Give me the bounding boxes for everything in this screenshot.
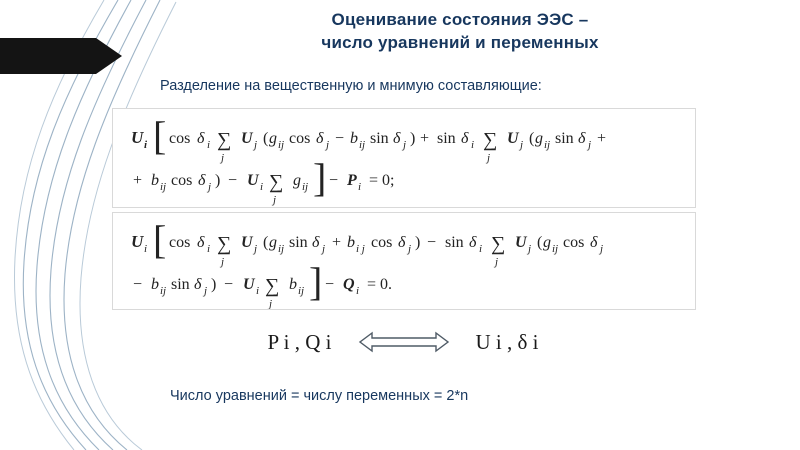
svg-text:−: − (325, 276, 335, 293)
svg-text:j: j (221, 256, 225, 268)
svg-text:j: j (520, 139, 524, 151)
svg-text:[: [ (153, 217, 167, 262)
svg-text:sin: sin (171, 276, 190, 293)
svg-text:−: − (427, 234, 437, 251)
svg-text:i: i (356, 285, 360, 297)
svg-text:U: U (243, 276, 255, 293)
formula-box-second-equation (112, 212, 696, 310)
svg-text:i: i (358, 181, 362, 193)
svg-text:i j: i j (356, 243, 365, 255)
svg-text:= 0;: = 0; (369, 172, 395, 189)
svg-text:cos: cos (169, 130, 191, 147)
svg-text:U: U (131, 232, 144, 251)
svg-text:ij: ij (160, 285, 167, 297)
svg-text:(: ( (263, 234, 269, 251)
svg-text:cos: cos (169, 234, 191, 251)
svg-text:b: b (347, 234, 355, 251)
svg-text:δ: δ (197, 234, 205, 251)
svg-text:ij: ij (298, 285, 305, 297)
svg-text:δ: δ (197, 130, 205, 147)
svg-text:δ: δ (194, 276, 202, 293)
svg-text:U: U (241, 130, 253, 147)
svg-text:U: U (131, 128, 144, 147)
svg-text:i: i (260, 181, 264, 193)
svg-text:): ) (215, 172, 221, 189)
svg-text:−: − (224, 276, 234, 293)
equivalence-row (112, 318, 694, 366)
svg-text:i: i (144, 139, 148, 151)
svg-text:δ: δ (312, 234, 320, 251)
svg-text:sin: sin (445, 234, 464, 251)
svg-text:cos: cos (289, 130, 311, 147)
svg-text:j: j (322, 243, 326, 255)
svg-text:δ: δ (398, 234, 406, 251)
svg-text:j: j (403, 139, 407, 151)
page-title (150, 8, 770, 54)
svg-text:U: U (507, 130, 519, 147)
svg-text:[: [ (153, 113, 167, 158)
svg-text:cos: cos (563, 234, 585, 251)
svg-text:j: j (254, 139, 258, 151)
svg-text:i: i (471, 139, 475, 151)
svg-text:−: − (228, 172, 238, 189)
svg-text:(: ( (529, 130, 535, 147)
svg-text:∑: ∑ (265, 275, 280, 297)
svg-text:U: U (515, 234, 527, 251)
svg-text:−: − (133, 276, 143, 293)
svg-text:j: j (326, 139, 330, 151)
svg-text:+: + (420, 130, 430, 147)
svg-text:g: g (269, 234, 277, 251)
svg-text:δ: δ (469, 234, 477, 251)
svg-text:U: U (247, 172, 259, 189)
svg-text:+: + (597, 130, 607, 147)
svg-text:g: g (269, 130, 277, 147)
svg-text:j: j (269, 298, 273, 309)
svg-text:+: + (332, 234, 342, 251)
svg-text:cos: cos (371, 234, 393, 251)
svg-text:ij: ij (160, 181, 167, 193)
svg-text:cos: cos (171, 172, 193, 189)
svg-text:∑: ∑ (491, 233, 506, 255)
svg-text:sin: sin (289, 234, 308, 251)
svg-text:∑: ∑ (217, 233, 232, 255)
svg-text:): ) (415, 234, 421, 251)
svg-text:ij: ij (302, 181, 309, 193)
bottom-note-text: Число уравнений = числу переменных = 2*n (170, 388, 469, 404)
svg-text:j: j (208, 181, 212, 193)
second-equation-image (113, 213, 695, 309)
svg-text:δ: δ (316, 130, 324, 147)
svg-text:ij: ij (278, 243, 285, 255)
svg-text:]: ] (313, 155, 327, 200)
first-equation-image (113, 109, 695, 207)
svg-text:δ: δ (461, 130, 469, 147)
svg-text:j: j (204, 285, 208, 297)
svg-text:b: b (289, 276, 297, 293)
svg-text:]: ] (309, 259, 323, 304)
svg-text:j: j (221, 152, 225, 164)
svg-text:b: b (151, 172, 159, 189)
svg-text:(: ( (537, 234, 543, 251)
svg-text:sin: sin (555, 130, 574, 147)
svg-text:−: − (335, 130, 345, 147)
svg-text:i: i (256, 285, 260, 297)
svg-text:i: i (207, 243, 211, 255)
svg-text:j: j (600, 243, 604, 255)
equivalence-right-symbols: U i , δ i (475, 329, 539, 354)
svg-text:∑: ∑ (269, 171, 284, 193)
svg-text:j: j (254, 243, 258, 255)
svg-text:g: g (293, 172, 301, 189)
svg-text:δ: δ (393, 130, 401, 147)
svg-text:i: i (479, 243, 483, 255)
svg-text:j: j (487, 152, 491, 164)
page-title-line-1: Оценивание состояния ЭЭС – (331, 10, 589, 29)
svg-text:): ) (211, 276, 217, 293)
equivalence-left-symbols: P i , Q i (267, 329, 332, 354)
svg-text:ij: ij (278, 139, 285, 151)
svg-text:∑: ∑ (483, 129, 498, 151)
svg-text:∑: ∑ (217, 129, 232, 151)
svg-text:ij: ij (359, 139, 366, 151)
svg-text:j: j (495, 256, 499, 268)
left-right-arrow-icon (358, 329, 450, 355)
svg-text:sin: sin (370, 130, 389, 147)
svg-text:g: g (535, 130, 543, 147)
svg-text:δ: δ (198, 172, 206, 189)
svg-text:sin: sin (437, 130, 456, 147)
svg-text:δ: δ (578, 130, 586, 147)
svg-text:= 0.: = 0. (367, 276, 393, 293)
formula-box-first-equation (112, 108, 696, 208)
svg-text:g: g (543, 234, 551, 251)
black-arrow-banner (0, 36, 122, 76)
subtitle-text: Разделение на вещественную и мнимую составляющие: (160, 78, 542, 94)
svg-text:j: j (588, 139, 592, 151)
svg-text:b: b (350, 130, 358, 147)
svg-text:(: ( (263, 130, 269, 147)
svg-text:δ: δ (590, 234, 598, 251)
svg-text:): ) (410, 130, 416, 147)
svg-text:+: + (133, 172, 143, 189)
svg-text:j: j (408, 243, 412, 255)
svg-text:P: P (347, 172, 357, 189)
svg-text:b: b (151, 276, 159, 293)
svg-text:i: i (207, 139, 211, 151)
svg-text:U: U (241, 234, 253, 251)
svg-text:j: j (273, 194, 277, 206)
svg-text:ij: ij (552, 243, 559, 255)
svg-text:−: − (329, 172, 339, 189)
page-title-line-2: число уравнений и переменных (321, 33, 599, 52)
svg-text:ij: ij (544, 139, 551, 151)
svg-text:j: j (528, 243, 532, 255)
svg-text:Q: Q (343, 276, 355, 293)
svg-text:i: i (144, 243, 148, 255)
